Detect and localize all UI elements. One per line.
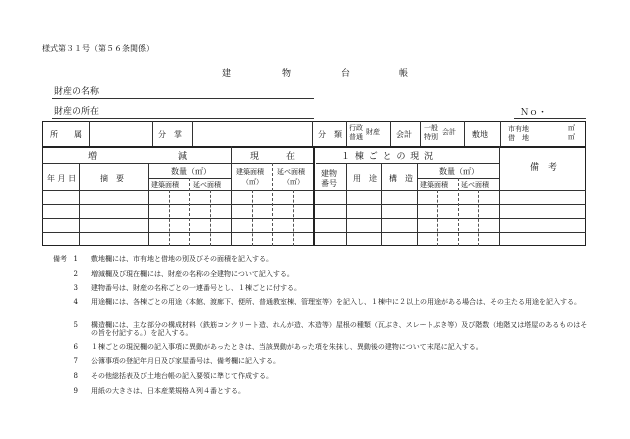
note-text: 用紙の大きさは、日本産業規格Ａ列４番とする。 <box>91 387 245 395</box>
floor-area-label-right: 延べ面積 <box>461 181 489 189</box>
general-label: 普通 <box>349 133 363 141</box>
note-number: 1 <box>73 255 78 263</box>
property-name-label: 財産の名称 <box>54 87 100 97</box>
structure-label: 構 造 <box>389 174 413 183</box>
division-label: 分 掌 <box>158 130 182 139</box>
administrative-label: 行政 <box>349 124 363 132</box>
leased-land-label: 借 地 <box>508 134 529 142</box>
row1-divider <box>420 121 421 146</box>
current-label: 現 <box>250 152 260 162</box>
note-text: 増減欄及び現在欄には、財産の名称の全建物について記入する。 <box>91 270 294 278</box>
quantity-label-right: 数量（㎡） <box>439 167 479 176</box>
col-divider <box>79 163 80 246</box>
row1-divider <box>312 121 313 146</box>
tick-dashed <box>478 190 479 246</box>
note-text: 建物番号は、財産の名称ごとの一連番号とし、１棟ごとに付する。 <box>91 284 301 292</box>
number-label: Ｎｏ・ <box>520 108 548 118</box>
note-number: 8 <box>73 372 78 380</box>
note-number: 9 <box>73 387 78 395</box>
notes-label: 備考 <box>53 255 67 263</box>
note-text: １棟ごとの現況欄の記入事項に異動があったときは、当該異動があった項を朱抹し、異動後の建物について末尾に記入する。 <box>91 343 483 351</box>
building-area-current: 建築面積 <box>236 168 264 176</box>
accounting-label: 会計 <box>396 130 412 139</box>
note-text: 公簿事項の登記年月日及び家屋番号は、備考欄に記入する。 <box>91 357 280 365</box>
usage-label: 用 途 <box>353 174 377 183</box>
accounting2-label: 会計 <box>442 128 456 136</box>
remarks-label: 備 考 <box>530 163 558 173</box>
number-field[interactable] <box>514 118 586 119</box>
property-name-field[interactable] <box>52 98 314 99</box>
tick-dashed <box>293 190 294 246</box>
building-area-label-right: 建築面積 <box>420 181 448 189</box>
site-label: 敷地 <box>472 130 488 139</box>
floor-area-label-left: 延べ面積 <box>193 181 221 189</box>
building-area-current-unit: （㎡） <box>242 178 263 186</box>
decrease-label: 減 <box>178 152 188 162</box>
form-number: 様式第３１号（第５６条関係） <box>42 44 154 53</box>
tick-dashed <box>169 190 170 246</box>
note-number: 3 <box>73 284 78 292</box>
unit-m2-leased: ㎡ <box>568 133 575 141</box>
note-text: その他総括表及び土地台帳の記入要領に準じて作成する。 <box>91 372 273 380</box>
date-label: 年 月 日 <box>47 174 77 183</box>
property-location-field[interactable] <box>52 118 314 119</box>
col-divider <box>231 146 232 246</box>
section-divider <box>313 146 315 246</box>
row1-divider <box>346 121 347 146</box>
note-text: 敷地欄には、市有地と借地の別及びその面積を記入する。 <box>91 255 273 263</box>
affiliation-label: 所 属 <box>50 130 82 139</box>
row1-divider <box>192 121 193 146</box>
title-char-2: 物 <box>282 69 292 79</box>
note-number: 5 <box>73 321 78 329</box>
col-divider <box>148 163 149 246</box>
title-char-3: 台 <box>341 69 351 79</box>
classification-label: 分 類 <box>318 130 342 139</box>
tick-dashed <box>210 190 211 246</box>
ippan-label: 一般 <box>424 124 438 132</box>
header-top-divider <box>316 163 499 164</box>
row1-divider <box>390 121 391 146</box>
note-number: 4 <box>73 298 78 306</box>
floor-area-current-unit: （㎡） <box>283 178 304 186</box>
col-divider <box>346 163 347 246</box>
owned-land-label: 市有地 <box>508 125 529 133</box>
note-text: 構造欄には、主な部分の構成材料（鉄筋コンクリート造、れんが造、木造等）屋根の種類（瓦ぶき、スレートぶき等）及び階数（地階又は塔屋のあるものはその旨を付記する。）を記入する。 <box>91 321 588 337</box>
title-char-1: 建 <box>222 69 232 79</box>
quantity-label-left: 数量（㎡） <box>171 167 211 176</box>
increase-label: 増 <box>88 152 98 162</box>
col-divider-dashed <box>189 178 190 246</box>
col-divider-dashed <box>272 163 273 246</box>
row1-divider <box>89 121 90 146</box>
building-area-label-left: 建築面積 <box>151 181 179 189</box>
col-divider <box>499 146 500 246</box>
floor-area-current: 延べ面積 <box>277 168 305 176</box>
title-char-4: 帳 <box>399 69 409 79</box>
col-divider <box>381 163 382 246</box>
row1-divider <box>464 121 465 146</box>
tick-dashed <box>252 190 253 246</box>
building-no-label-1: 建物 <box>321 169 337 178</box>
note-text: 用途欄には、各棟ごとの用途（本館、渡廊下、便所、普通教室棟、管理室等）を記入し、１棟中に２以上の用途がある場合は、その主たる用途を記入する。 <box>91 298 581 306</box>
col-divider <box>417 163 418 246</box>
special-label: 特別 <box>424 133 438 141</box>
property-label: 財産 <box>366 128 380 136</box>
per-building-label: １ 棟 ご と の 現 況 <box>341 152 435 162</box>
note-number: 2 <box>73 270 78 278</box>
property-location-label: 財産の所在 <box>54 107 100 117</box>
row1-divider <box>500 121 501 146</box>
building-no-label-2: 番号 <box>321 179 337 188</box>
unit-m2-owned: ㎡ <box>568 124 575 132</box>
tick-dashed <box>437 190 438 246</box>
row1-divider <box>152 121 153 146</box>
status-label: 在 <box>286 152 296 162</box>
note-number: 7 <box>73 357 78 365</box>
summary-label: 摘 要 <box>100 174 124 183</box>
col-divider-dashed <box>458 178 459 246</box>
note-number: 6 <box>73 343 78 351</box>
